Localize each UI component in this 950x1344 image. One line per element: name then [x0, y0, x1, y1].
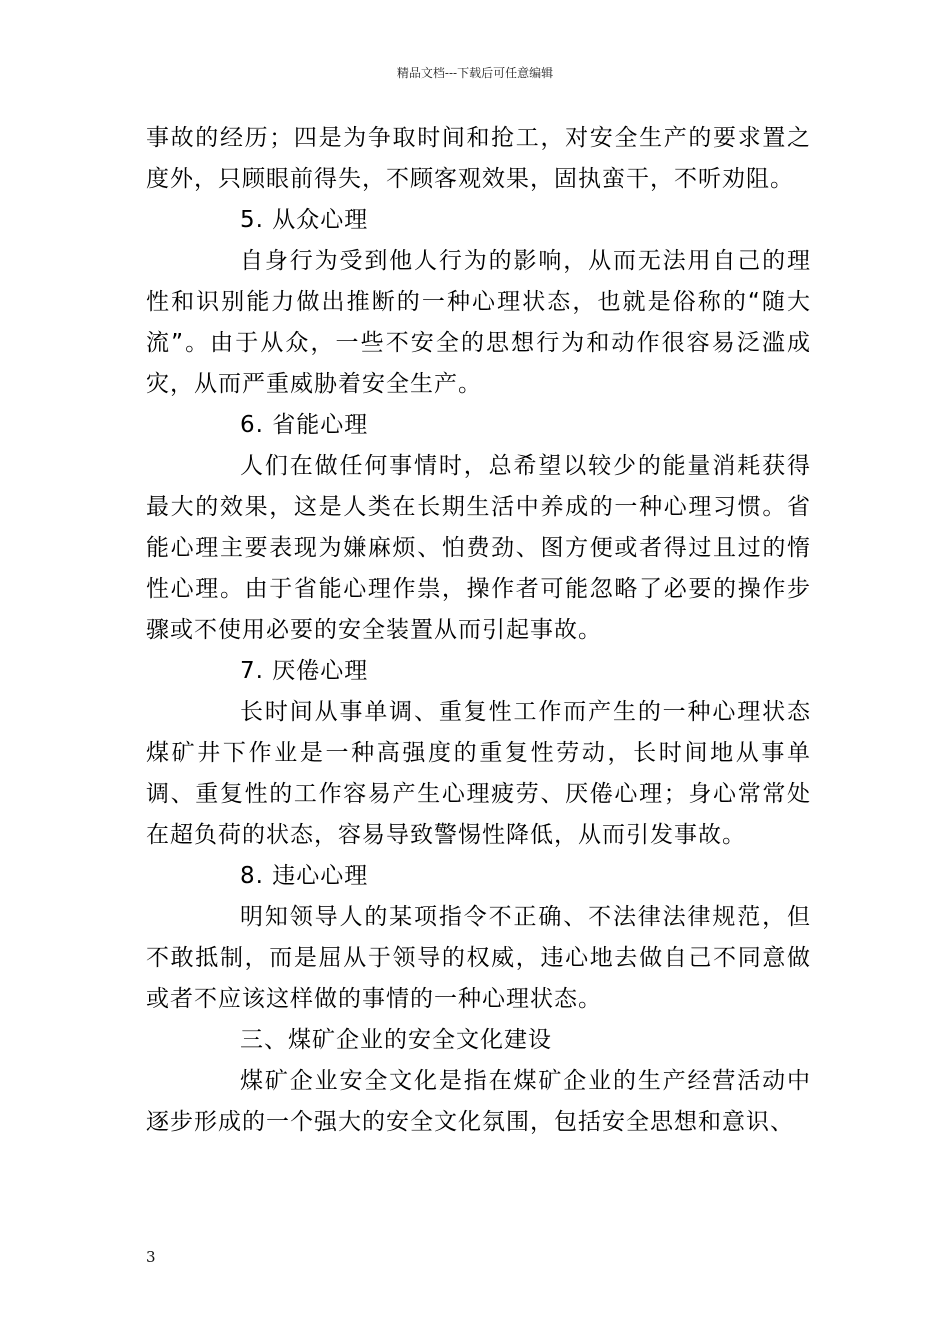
- paragraph-conformity: 自身行为受到他人行为的影响，从而无法用自己的理性和识别能力做出推断的一种心理状态，也就是俗称的“随大流”。由于从众，一些不安全的思想行为和动作很容易泛滥成灾，从而严重威胁着安全生产。: [146, 248, 811, 397]
- paragraph-safety-culture: 煤矿企业安全文化是指在煤矿企业的生产经营活动中逐步形成的一个强大的安全文化氛围，包括安全思想和意识、: [146, 1068, 811, 1135]
- page-header: 精品文档---下载后可任意编辑: [396, 66, 554, 80]
- paragraph-weariness: 长时间从事单调、重复性工作而产生的一种心理状态煤矿井下作业是一种高强度的重复性劳动，长时间地从事单调、重复性的工作容易产生心理疲劳、厌倦心理；身心常常处在超负荷的状态，容易导致警惕性降低，从而引发事故。: [146, 699, 811, 848]
- page-number: 3: [146, 1248, 156, 1266]
- section-heading-safety-culture: 三、煤矿企业的安全文化建设: [240, 1027, 552, 1053]
- section-heading-conformity: 5. 从众心理: [240, 207, 369, 233]
- section-heading-energy-saving: 6. 省能心理: [240, 412, 369, 438]
- section-heading-reluctance: 8. 违心心理: [240, 863, 369, 889]
- document-body: [146, 118, 811, 1143]
- paragraph-energy-saving: 人们在做任何事情时，总希望以较少的能量消耗获得最大的效果，这是人类在长期生活中养成的一种心理习惯。省能心理主要表现为嫌麻烦、怕费劲、图方便或者得过且过的惰性心理。由于省能心理作祟，操作者可能忽略了必要的操作步骤或不使用必要的安全装置从而引起事故。: [146, 453, 811, 643]
- paragraph-continuation: 事故的经历；四是为争取时间和抢工，对安全生产的要求置之度外，只顾眼前得失，不顾客观效果，固执蛮干，不听劝阻。: [146, 125, 811, 192]
- paragraph-reluctance: 明知领导人的某项指令不正确、不法律法律规范，但不敢抵制，而是屈从于领导的权威，违心地去做自己不同意做或者不应该这样做的事情的一种心理状态。: [146, 904, 811, 1012]
- section-heading-weariness: 7. 厌倦心理: [240, 658, 369, 684]
